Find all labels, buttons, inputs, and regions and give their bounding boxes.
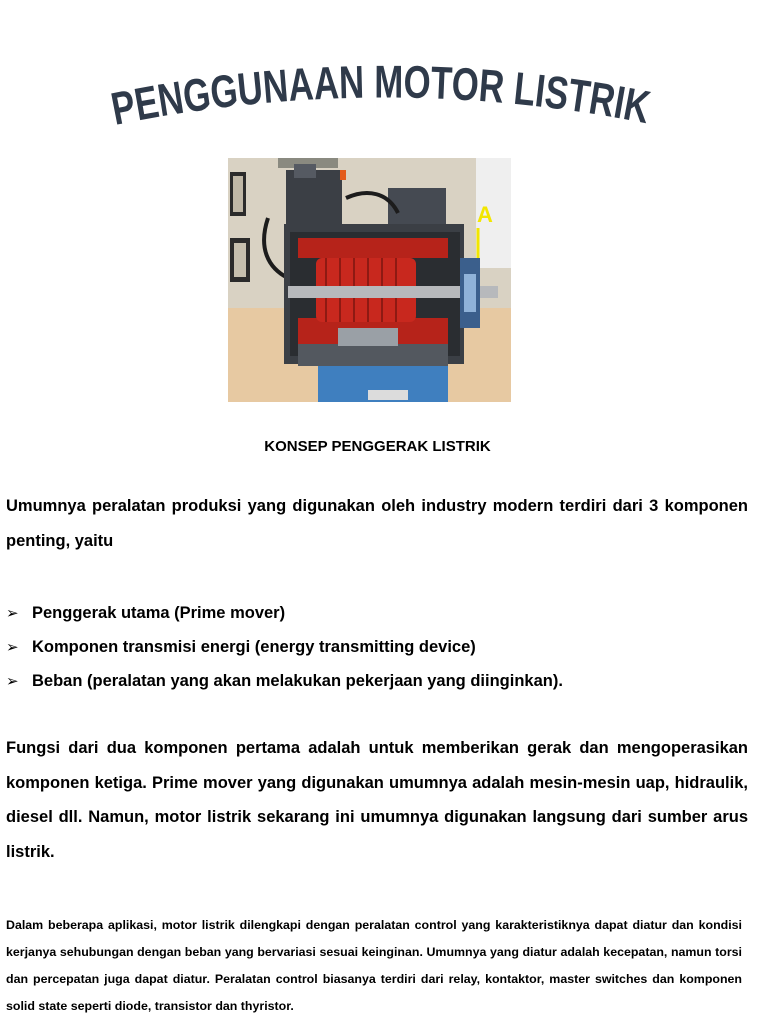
list-item xyxy=(6,596,746,630)
arrow-bullet-icon: ➢ xyxy=(6,639,19,656)
list-item xyxy=(6,664,746,698)
application-paragraph: Dalam beberapa aplikasi, motor listrik dilengkapi dengan peralatan control yang karakteristiknya dapat diatur dan kondisi kerjanya sehubungan dengan beban yang bervariasi sesuai keinginan. Umumnya yang diatur adalah kecepatan, namun torsi dan percepatan juga dapat diatur. Peralatan control biasanya terdiri dari relay, kontaktor, master switches dan komponen solid state seperti diode, transistor dan thyristor. xyxy=(6,918,742,1013)
intro-paragraph: Umumnya peralatan produksi yang digunakan oleh industry modern terdiri dari 3 komponen penting, yaitu xyxy=(6,497,748,550)
component-list xyxy=(6,596,746,698)
motor-illustration xyxy=(228,158,511,402)
photo-label-a: A xyxy=(477,202,493,227)
list-item-text: Penggerak utama (Prime mover) xyxy=(32,603,286,622)
list-item-text: Beban (peralatan yang akan melakukan pekerjaan yang diinginkan). xyxy=(32,671,563,690)
motor-cutaway-photo xyxy=(228,158,511,402)
page-title: PENGGUNAAN MOTOR LISTRIK xyxy=(106,55,663,135)
function-paragraph: Fungsi dari dua komponen pertama adalah untuk memberikan gerak dan mengoperasikan komponen ketiga. Prime mover yang digunakan umumnya adalah mesin-mesin uap, hidraulik, diesel dll. Namun, motor listrik sekarang ini umumnya digunakan langsung dari sumber arus listrik. xyxy=(6,739,748,861)
arrow-bullet-icon: ➢ xyxy=(6,605,19,622)
title-arc xyxy=(100,50,670,145)
section-heading: KONSEP PENGGERAK LISTRIK xyxy=(264,438,491,455)
arrow-bullet-icon: ➢ xyxy=(6,673,19,690)
list-item xyxy=(6,630,746,664)
list-item-text: Komponen transmisi energi (energy transmitting device) xyxy=(32,637,476,656)
title-banner xyxy=(100,50,670,145)
